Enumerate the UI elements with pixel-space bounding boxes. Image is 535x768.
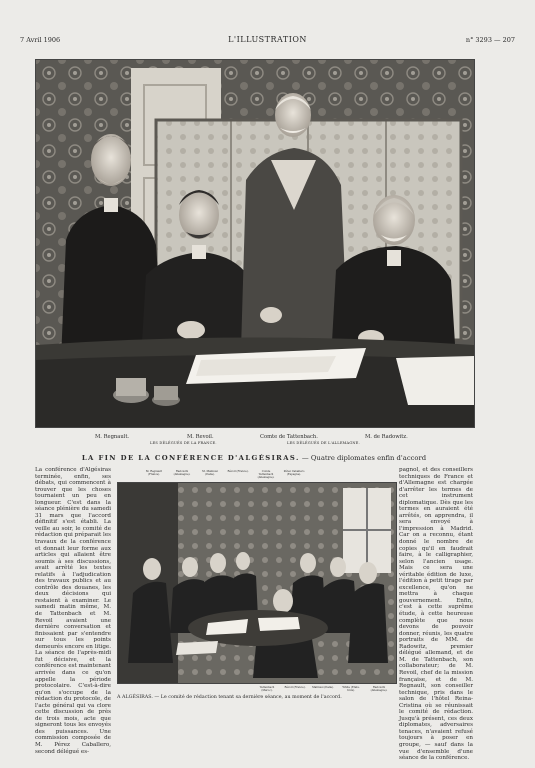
page-header xyxy=(20,36,515,48)
caption-name: Pérez Caballero (Espagne). xyxy=(283,470,305,476)
diplomats-portrait-photo xyxy=(35,59,475,428)
caption-name: M. Malmusi (Italie). xyxy=(202,470,218,476)
top-photo-captions xyxy=(35,434,473,454)
caption-name: Révoil (France). xyxy=(284,686,306,689)
issue-date: 7 Avril 1906 xyxy=(20,36,61,44)
bottom-photo-top-names xyxy=(120,470,392,482)
caption-name: Malmusi (Italie). xyxy=(312,686,334,689)
caption-name: M. Regnault. xyxy=(95,434,130,440)
article-title-sub: — Quatre diplomates enfin d'accord xyxy=(301,454,427,462)
caption-name: M. de Radowitz. xyxy=(365,434,408,440)
article-column-right: pagnol, et des conseillers techniques de France et d'Allemagne est chargée d'arrêter les termes de cet instrument diplomatique. Dès que les termes en auraient été arrêtés, on apprendra, il sera envoyé à l'impression à Madrid. Car on a reconnu, étant donné le nombre de copies qu'il en faudrait faire, à le calligraphier, selon l'ancien usage. Mais ce sera une véritable édition de luxe, l'édition à petit tirage par excellence, qu'on ne mettra à chaque gouvernement. Enfin, c'est à cette suprême étude, à cette heureuse complète que nous devons de pouvoir donner, réunis, les quatre portraits de MM. de Radowitz, premier délégué allemand, et de M. de Tattenbach, son collaborateur; de M. Revoil, chef de la mission française, et de M. Regnault, son conseiller technique, pris dans le salon de l'hôtel Reina-Cristina où se réunissait le comité de rédaction. Jusqu'à présent, ces deux diplomates, adversaires tenaces, n'avaient refusé toujours à poser en groupe, — sauf dans la vue d'ensemble d'une séance de la conférence. xyxy=(399,467,473,762)
caption-group-france: LES DÉLÉGUÉS DE LA FRANCE. xyxy=(150,441,217,445)
caption-name: M. Revoil. xyxy=(187,434,214,440)
journal-title: L'ILLUSTRATION xyxy=(228,35,307,44)
caption-name: Tattenbach (Maroc). xyxy=(259,686,275,692)
caption-name: White (Etats-Unis). xyxy=(342,686,360,692)
committee-meeting-photo xyxy=(117,482,397,684)
caption-name: Radowitz (Allemagne). xyxy=(370,686,388,692)
bottom-photo-caption: A ALGÉSIRAS. — Le comité de rédaction tenant sa dernière séance, au moment de l'accord. xyxy=(117,695,342,700)
caption-name: Révoil (France). xyxy=(227,470,249,473)
article-column-left: La conférence d'Algésiras terminée, enfin, ses débats, qui commencent à trouver que les choses tournaient un peu en longueur. C'est dans la séance plénière du samedi 31 mars que l'accord définitif s'est établi. La veille au soir, le comité de rédaction qui préparait les travaux de la conférence et donnait leur forme aux articles qui allaient être soumis à ses discussions, avait arrêté les textes relatifs à l'adjudication des travaux publics et au contrôle des douanes, les deux décisions qui restaient à examiner. Le samedi matin même, M. de Tattenbach et M. Revoil avaient une dernière conversation et finissaient par s'entendre sur tous les points demeurés encore en litige. La séance de l'après-midi fut décisive, et la conférence est maintenant arrivée dans ce qu'on appelle la période protocolaire. C'est-à-dire qu'on s'occupe de la rédaction du protocole, de l'acte général qui va clore cette discussion de près de trois mois, acte que signeront tous les envoyés des puissances. Une commission composée de M. Pérez Caballero, second délégué es- xyxy=(35,467,111,755)
diplomats-portrait-image xyxy=(36,60,474,427)
article-title-main: LA FIN DE LA CONFÉRENCE D'ALGÉSIRAS. xyxy=(81,454,300,462)
page-number: n° 3293 — 207 xyxy=(465,36,515,44)
committee-meeting-image xyxy=(118,483,396,683)
caption-name: Radowitz (Allemagne). xyxy=(173,470,191,476)
caption-name: Comte de Tattenbach. xyxy=(260,434,318,440)
caption-name: M. Regnault (France). xyxy=(145,470,163,476)
caption-group-germany: LES DÉLÉGUÉS DE L'ALLEMAGNE. xyxy=(287,441,360,445)
caption-name: Comte Tattenbach (Allemagne). xyxy=(257,470,275,479)
article-title xyxy=(35,454,473,462)
